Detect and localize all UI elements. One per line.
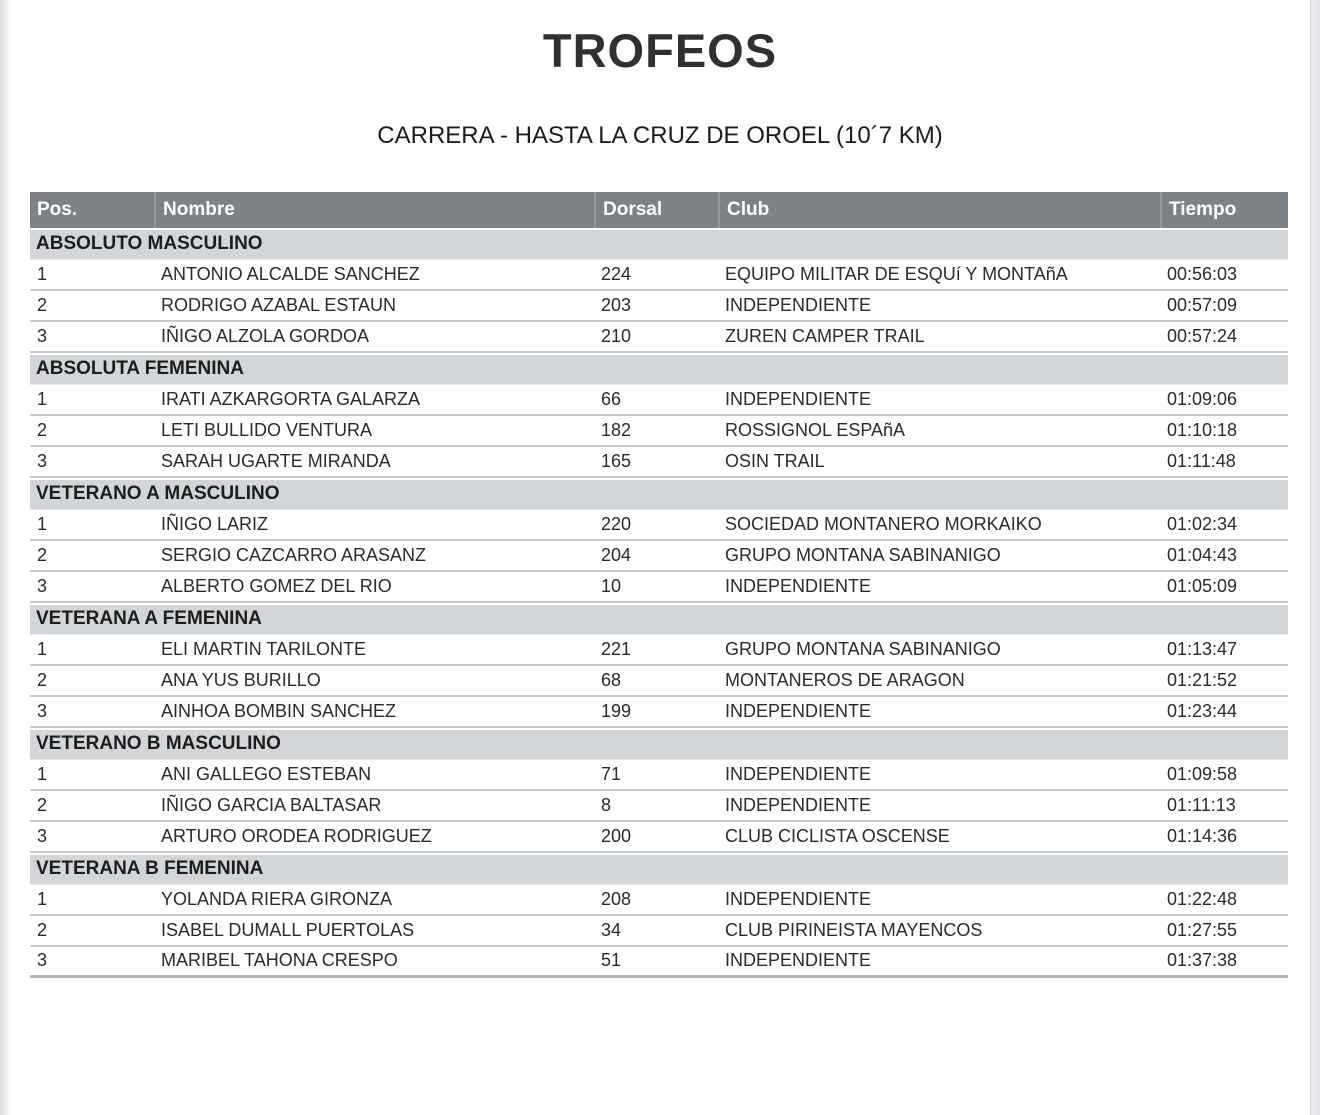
nombre-cell: IRATI AZKARGORTA GALARZA — [154, 385, 594, 416]
category-label: VETERANO A MASCULINO — [30, 478, 1288, 510]
page-title: TROFEOS — [542, 24, 778, 77]
column-header-tiempo: Tiempo — [1160, 192, 1288, 228]
dorsal-cell: 221 — [594, 635, 718, 666]
tiempo-cell: 01:13:47 — [1160, 635, 1288, 666]
table-row — [30, 385, 1288, 416]
category-label: VETERANA B FEMENINA — [30, 853, 1288, 885]
table-row — [30, 541, 1288, 572]
tiempo-cell: 01:09:06 — [1160, 385, 1288, 416]
club-cell: INDEPENDIENTE — [718, 760, 1160, 791]
club-cell: OSIN TRAIL — [718, 447, 1160, 478]
table-row — [30, 635, 1288, 666]
category-label: VETERANA A FEMENINA — [30, 603, 1288, 635]
tiempo-cell: 01:37:38 — [1160, 947, 1288, 978]
nombre-cell: SARAH UGARTE MIRANDA — [154, 447, 594, 478]
table-row — [30, 260, 1288, 291]
tiempo-cell: 00:56:03 — [1160, 260, 1288, 291]
tiempo-cell: 01:22:48 — [1160, 885, 1288, 916]
nombre-cell: YOLANDA RIERA GIRONZA — [154, 885, 594, 916]
club-cell: EQUIPO MILITAR DE ESQUí Y MONTAñA — [718, 260, 1160, 291]
results-table — [30, 192, 1288, 978]
nombre-cell: RODRIGO AZABAL ESTAUN — [154, 291, 594, 322]
club-cell: INDEPENDIENTE — [718, 791, 1160, 822]
nombre-cell: IÑIGO GARCIA BALTASAR — [154, 791, 594, 822]
pos-cell: 3 — [30, 322, 154, 353]
club-cell: ROSSIGNOL ESPAñA — [718, 416, 1160, 447]
dorsal-cell: 66 — [594, 385, 718, 416]
table-row — [30, 791, 1288, 822]
club-cell: INDEPENDIENTE — [718, 572, 1160, 603]
pos-cell: 3 — [30, 947, 154, 978]
table-row — [30, 510, 1288, 541]
column-header-club: Club — [718, 192, 1160, 228]
dorsal-cell: 34 — [594, 916, 718, 947]
nombre-cell: SERGIO CAZCARRO ARASANZ — [154, 541, 594, 572]
pos-cell: 2 — [30, 916, 154, 947]
dorsal-cell: 220 — [594, 510, 718, 541]
pos-cell: 1 — [30, 385, 154, 416]
table-row — [30, 572, 1288, 603]
category-row — [30, 728, 1288, 760]
dorsal-cell: 199 — [594, 697, 718, 728]
club-cell: MONTANEROS DE ARAGON — [718, 666, 1160, 697]
club-cell: GRUPO MONTANA SABINANIGO — [718, 635, 1160, 666]
club-cell: SOCIEDAD MONTANERO MORKAIKO — [718, 510, 1160, 541]
tiempo-cell: 01:11:13 — [1160, 791, 1288, 822]
dorsal-cell: 51 — [594, 947, 718, 978]
pos-cell: 3 — [30, 447, 154, 478]
category-row — [30, 478, 1288, 510]
tiempo-cell: 01:11:48 — [1160, 447, 1288, 478]
tiempo-cell: 01:27:55 — [1160, 916, 1288, 947]
nombre-cell: IÑIGO ALZOLA GORDOA — [154, 322, 594, 353]
table-row — [30, 760, 1288, 791]
tiempo-cell: 00:57:09 — [1160, 291, 1288, 322]
header-row — [30, 192, 1288, 228]
table-row — [30, 885, 1288, 916]
table-row — [30, 697, 1288, 728]
pos-cell: 2 — [30, 416, 154, 447]
pos-cell: 1 — [30, 260, 154, 291]
table-row — [30, 416, 1288, 447]
pos-cell: 2 — [30, 791, 154, 822]
club-cell: INDEPENDIENTE — [718, 385, 1160, 416]
pos-cell: 2 — [30, 291, 154, 322]
nombre-cell: ISABEL DUMALL PUERTOLAS — [154, 916, 594, 947]
pos-cell: 2 — [30, 666, 154, 697]
dorsal-cell: 204 — [594, 541, 718, 572]
club-cell: INDEPENDIENTE — [718, 885, 1160, 916]
nombre-cell: ANI GALLEGO ESTEBAN — [154, 760, 594, 791]
nombre-cell: MARIBEL TAHONA CRESPO — [154, 947, 594, 978]
pos-cell: 1 — [30, 760, 154, 791]
nombre-cell: ANTONIO ALCALDE SANCHEZ — [154, 260, 594, 291]
column-header-pos: Pos. — [30, 192, 154, 228]
nombre-cell: ELI MARTIN TARILONTE — [154, 635, 594, 666]
club-cell: CLUB CICLISTA OSCENSE — [718, 822, 1160, 853]
dorsal-cell: 210 — [594, 322, 718, 353]
dorsal-cell: 165 — [594, 447, 718, 478]
dorsal-cell: 182 — [594, 416, 718, 447]
club-cell: INDEPENDIENTE — [718, 291, 1160, 322]
club-cell: CLUB PIRINEISTA MAYENCOS — [718, 916, 1160, 947]
table-row — [30, 322, 1288, 353]
club-cell: INDEPENDIENTE — [718, 947, 1160, 978]
category-row — [30, 603, 1288, 635]
table-row — [30, 822, 1288, 853]
category-label: VETERANO B MASCULINO — [30, 728, 1288, 760]
dorsal-cell: 71 — [594, 760, 718, 791]
category-label: ABSOLUTO MASCULINO — [30, 228, 1288, 260]
category-row — [30, 228, 1288, 260]
dorsal-cell: 10 — [594, 572, 718, 603]
nombre-cell: ANA YUS BURILLO — [154, 666, 594, 697]
table-header — [30, 192, 1288, 228]
dorsal-cell: 8 — [594, 791, 718, 822]
nombre-cell: ALBERTO GOMEZ DEL RIO — [154, 572, 594, 603]
pos-cell: 3 — [30, 697, 154, 728]
club-cell: GRUPO MONTANA SABINANIGO — [718, 541, 1160, 572]
club-cell: ZUREN CAMPER TRAIL — [718, 322, 1160, 353]
nombre-cell: AINHOA BOMBIN SANCHEZ — [154, 697, 594, 728]
tiempo-cell: 01:05:09 — [1160, 572, 1288, 603]
table-row — [30, 447, 1288, 478]
column-header-nombre: Nombre — [154, 192, 594, 228]
tiempo-cell: 01:14:36 — [1160, 822, 1288, 853]
nombre-cell: IÑIGO LARIZ — [154, 510, 594, 541]
pos-cell: 2 — [30, 541, 154, 572]
table-row — [30, 947, 1288, 978]
tiempo-cell: 01:23:44 — [1160, 697, 1288, 728]
category-label: ABSOLUTA FEMENINA — [30, 353, 1288, 385]
pos-cell: 3 — [30, 572, 154, 603]
table-row — [30, 666, 1288, 697]
category-row — [30, 853, 1288, 885]
race-subtitle: CARRERA - HASTA LA CRUZ DE OROEL (10´7 KM) — [377, 122, 943, 150]
pos-cell: 1 — [30, 885, 154, 916]
tiempo-cell: 01:04:43 — [1160, 541, 1288, 572]
column-header-dorsal: Dorsal — [594, 192, 718, 228]
nombre-cell: ARTURO ORODEA RODRIGUEZ — [154, 822, 594, 853]
dorsal-cell: 203 — [594, 291, 718, 322]
table-row — [30, 291, 1288, 322]
tiempo-cell: 01:21:52 — [1160, 666, 1288, 697]
dorsal-cell: 200 — [594, 822, 718, 853]
club-cell: INDEPENDIENTE — [718, 697, 1160, 728]
pos-cell: 3 — [30, 822, 154, 853]
tiempo-cell: 01:02:34 — [1160, 510, 1288, 541]
category-row — [30, 353, 1288, 385]
dorsal-cell: 68 — [594, 666, 718, 697]
tiempo-cell: 01:09:58 — [1160, 760, 1288, 791]
pos-cell: 1 — [30, 510, 154, 541]
dorsal-cell: 208 — [594, 885, 718, 916]
nombre-cell: LETI BULLIDO VENTURA — [154, 416, 594, 447]
table-row — [30, 916, 1288, 947]
tiempo-cell: 01:10:18 — [1160, 416, 1288, 447]
pos-cell: 1 — [30, 635, 154, 666]
dorsal-cell: 224 — [594, 260, 718, 291]
tiempo-cell: 00:57:24 — [1160, 322, 1288, 353]
